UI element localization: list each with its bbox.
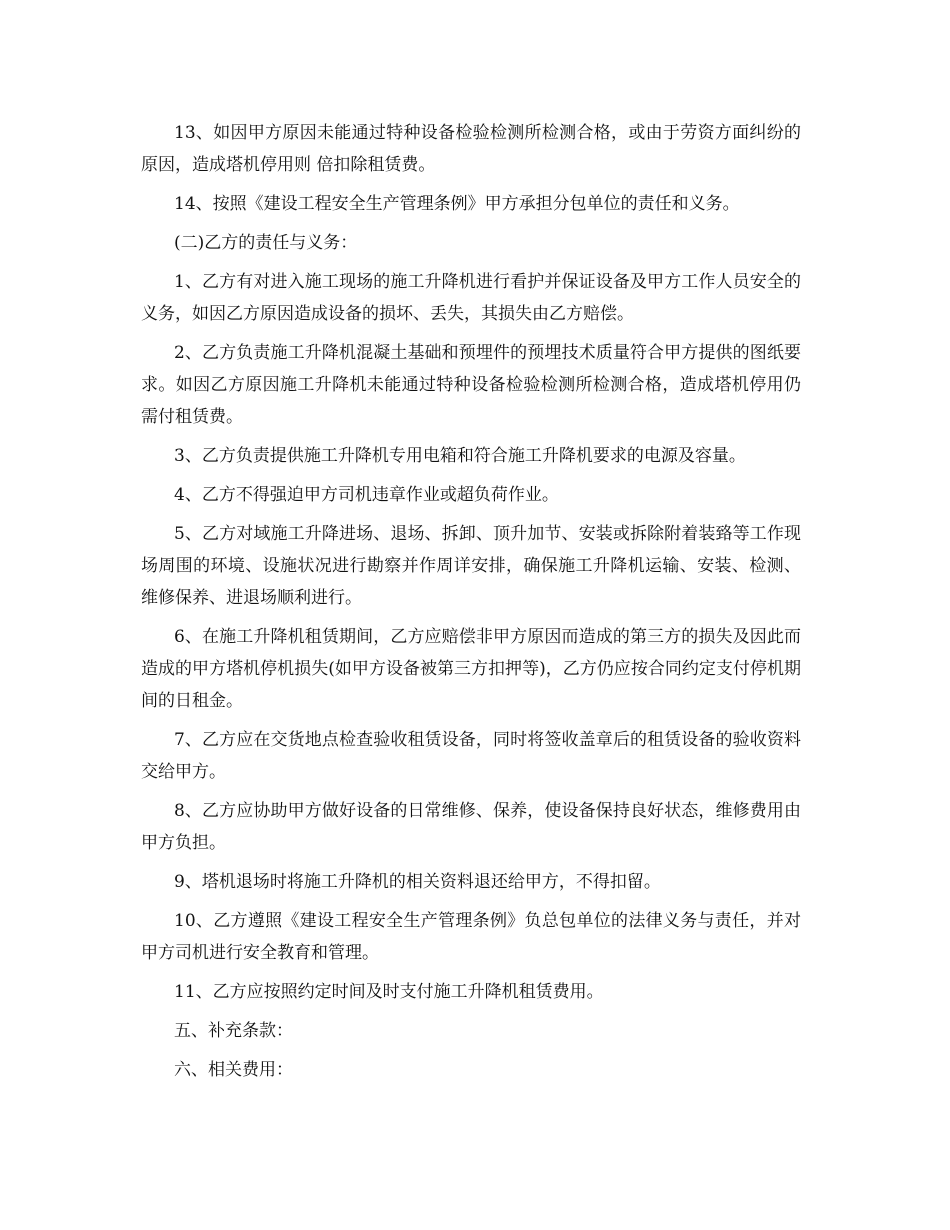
party-b-clause-1: 1、乙方有对进入施工现场的施工升降机进行看护并保证设备及甲方工作人员安全的义务，如因乙方原因造成设备的损坏、丢失，其损失由乙方赔偿。	[141, 272, 801, 324]
section-heading-supplementary-terms: 五、补充条款：	[174, 1021, 293, 1041]
party-b-clause-11: 11、乙方应按照约定时间及时支付施工升降机租赁费用。	[174, 982, 604, 1002]
section-heading-related-fees: 六、相关费用：	[174, 1060, 293, 1080]
party-b-clause-3: 3、乙方负责提供施工升降机专用电箱和符合施工升降机要求的电源及容量。	[174, 446, 746, 466]
party-b-clause-10: 10、乙方遵照《建设工程安全生产管理条例》负总包单位的法律义务与责任，并对甲方司机进行安全教育和管理。	[141, 911, 801, 963]
section-heading-party-b-duties: (二)乙方的责任与义务：	[174, 233, 358, 253]
party-b-clause-7: 7、乙方应在交货地点检查验收租赁设备，同时将签收盖章后的租赁设备的验收资料交给甲方。	[141, 730, 801, 782]
party-b-clause-5: 5、乙方对域施工升降进场、退场、拆卸、顶升加节、安装或拆除附着装臵等工作现场周围的环境、设施状况进行勘察并作周详安排，确保施工升降机运输、安装、检测、维修保养、进退场顺利进行。	[141, 524, 801, 608]
clause-14: 14、按照《建设工程安全生产管理条例》甲方承担分包单位的责任和义务。	[174, 194, 740, 214]
party-b-clause-6: 6、在施工升降机租赁期间，乙方应赔偿非甲方原因而造成的第三方的损失及因此而造成的甲方塔机停机损失(如甲方设备被第三方扣押等)，乙方仍应按合同约定支付停机期间的日租金。	[141, 627, 801, 711]
party-b-clause-2: 2、乙方负责施工升降机混凝土基础和预埋件的预埋技术质量符合甲方提供的图纸要求。如因乙方原因施工升降机未能通过特种设备检验检测所检测合格，造成塔机停用仍需付租赁费。	[141, 343, 801, 427]
party-b-clause-4: 4、乙方不得强迫甲方司机违章作业或超负荷作业。	[174, 485, 559, 505]
document-body	[141, 117, 801, 1093]
party-b-clause-9: 9、塔机退场时将施工升降机的相关资料退还给甲方，不得扣留。	[174, 872, 661, 892]
party-b-clause-8: 8、乙方应协助甲方做好设备的日常维修、保养，使设备保持良好状态，维修费用由甲方负担。	[141, 801, 801, 853]
clause-13: 13、如因甲方原因未能通过特种设备检验检测所检测合格，或由于劳资方面纠纷的原因，造成塔机停用则 倍扣除租赁费。	[141, 123, 801, 175]
